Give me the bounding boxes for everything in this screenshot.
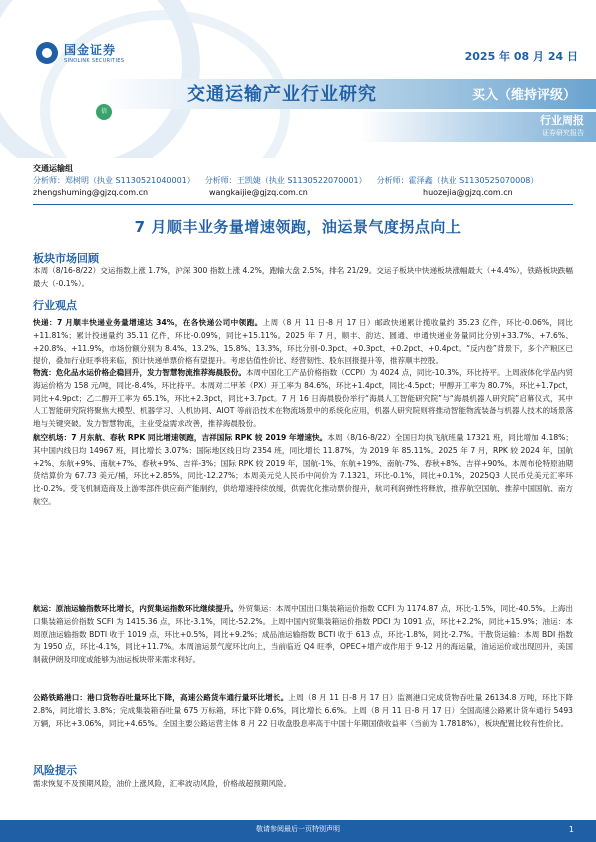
view-body: 本周（8/16-8/22）全国日均执飞航班量 17321 班，同比增加 4.18%；其中国内线日均 14967 班，同比增长 3.07%；国际地区线日均 2354 班，同比增长 11.87%，为 2019 年 85.11%。2025 年 7 月，RPK 较 2024 年，国航+2%、东航+9%、南航+7%、春秋+9%、吉祥-3%；国际 RPK 较 2019 年，国航-1%、东航+19%、南航-7%、春秋+8%、吉祥+90%。本周布伦特原油期货结算价为 67.73 美元/桶，环比+2.85%，同比-12.27%；本周美元兑人民币中间价为 7.1321，环比-0.1%，同比+0.1%，2025Q3 人民币兑美元汇率环比-0.2%。受飞机制造商及上游零部件供应商产能制约，供给增速持续放缓，供需优化推动票价提升，航司利润弹性将释放，推荐航空国航、推荐中国国航、南方航空。 [33, 433, 573, 506]
view-paragraph-aviation [33, 432, 573, 509]
section-title-views: 行业观点 [33, 299, 77, 312]
report-subtype: 证券研究报告 [542, 129, 584, 137]
page-number: 1 [568, 825, 574, 834]
header-band [0, 0, 596, 158]
report-type: 行业周报 [540, 114, 584, 127]
view-paragraph-express [33, 317, 573, 368]
view-lead: 快递：7 月顺丰快递业务量增速达 34%，在各快递公司中领跑。 [33, 318, 263, 327]
company-logo [36, 41, 124, 64]
analyst-email[interactable]: zhengshuming@gjzq.com.cn [33, 188, 149, 197]
section-title-risk: 风险提示 [33, 764, 77, 777]
view-lead: 物流：危化品水运价格企稳回升，发力智慧物流推荐海晨股份。 [33, 368, 246, 377]
analyst-name: 分析师：郑树明（执业 S1130521040001） [33, 176, 195, 185]
analyst-block [33, 163, 573, 199]
view-lead: 航运：原油运输指数环比增长，内贸集运指数环比继续提升。 [33, 604, 239, 613]
report-date: 2025 年 08 月 24 日 [464, 50, 578, 63]
section-title-market: 板块市场回顾 [33, 252, 99, 265]
view-paragraph-shipping [33, 603, 573, 667]
analyst-group: 交通运输组 [33, 164, 73, 173]
analyst-email[interactable]: huozejia@gjzq.com.cn [423, 188, 513, 197]
footer-disclaimer[interactable]: 敬请参阅最后一页特别声明 [256, 825, 340, 833]
headline: 7 月顺丰业务量增速领跑，油运景气度拐点向上 [134, 218, 462, 236]
risk-text: 需求恢复不及预期风险，油价上涨风险，汇率波动风险，价格战超预期风险。 [33, 779, 292, 788]
view-body: 本周中国化工产品价格指数（CCPI）为 4024 点，同比-10.3%，环比持平。上周液体化学品内贸海运价格为 158 元/吨，同比-8.4%，环比持平。本周对二甲苯（PX）开工率为 84.6%，环比+1.4pct，同比-4.5pct；甲醇开工率为 80.7%，环比+1.7pct，同比+4.9pct；乙二醇开工率为 65.1%，环比+2.3pct，同比+3.7pct。7 月 16 日海晨股份举行“海晨人工智能研究院”与“海晨机器人研究院”启幕仪式，其中人工智能研究院将聚焦大模型、机器学习、人机协同、AIOT 等前沿技术在物流场景中的系统化应用，机器人研究院则将推动智能物流装备与机器人技术的场景落地与关键突破。发力智慧物流，主业受益需求改善，推荐海晨股份。 [33, 368, 574, 429]
analyst-name: 分析师：霍泽鑫（执业 S1130525070008） [376, 176, 539, 185]
divider [33, 204, 573, 205]
view-body: 上周（8 月 11 日-8 月 17 日）邮政快递累计揽收量约 35.23 亿件，环比-0.06%，同比+11.81%；累计投递量约 35.11 亿件，环比-0.09%，同比+15.11%。2025 年 7 月，顺丰、韵达、圆通、申通快递业务量同比分别+33.7%、+7.6%、+20.8%、+11.9%，市场份额分别为 8.4%、13.2%、15.8%、13.3%，环比分别-0.3pct、+0.3pct、+0.2pct、+0.4pct。“反内卷”背景下，多个产粮区已提价，叠加行业旺季将来临，预计快递单票价格有望提升。考虑估值性价比、经营韧性、股东回报提升等，推荐顺丰控股。 [33, 318, 573, 366]
view-paragraph-road-rail-port [33, 692, 573, 730]
logo-cn: 国金证券 [64, 43, 117, 57]
view-paragraph-logistics [33, 367, 573, 431]
logo-en: SINOLINK SECURITIES [64, 58, 125, 64]
view-lead: 公路铁路港口：港口货物吞吐量环比下降，高速公路货车通行量环比增长。 [33, 693, 289, 702]
view-body: 外贸集运：本周中国出口集装箱运价指数 CCFI 为 1174.87 点，环比-1.5%，同比-40.5%。上海出口集装箱运价指数 SCFI 为 1415.36 点，环比-3.1%，同比-52.2%。上周中国内贸集装箱运价指数 PDCI 为 1091 点，环比+2.2%，同比+15.9%；油运：本周原油运输指数 BDTI 收于 1019 点，环比+0.5%，同比+9.2%；成品油运输指数 BCTI 收于 613 点，环比-1.8%，同比-2.7%。干散货运输：本周 BDI 指数为 1950 点，环比-4.1%，同比+11.7%。本周油运景气度环比向上，当前临近 Q4 旺季，OPEC+增产或作用于 9-12 月的海运量，油运运价或出现回升，美国制裁伊朗及印度或能够为油运板块带来需求利好。 [33, 604, 574, 665]
report-title: 交通运输产业行业研究 [187, 84, 377, 105]
analyst-email[interactable]: wangkaijie@gjzq.com.cn [209, 188, 308, 197]
badge-icon: 信 [96, 104, 112, 120]
market-review-text: 本周（8/16-8/22）交运指数上涨 1.7%，沪深 300 指数上涨 4.2%，跑输大盘 2.5%，排名 21/29。交运子板块中快递板块涨幅最大（+4.4%），铁路板块跌幅最大（-0.1%）。 [33, 266, 573, 288]
view-lead: 航空机场：7 月东航、春秋 RPK 同比增速领跑，吉祥国际 RPK 较 2019 年增速快。 [33, 433, 328, 442]
rating: 买入（维持评级） [471, 88, 576, 103]
logo-icon [36, 42, 58, 64]
view-body: 上周（8 月 11 日-8 月 17 日）监测港口完成货物吞吐量 26134.8 万吨，环比下降 2.8%，同比增长 3.8%；完成集装箱吞吐量 675 万标箱，环比下降 0.6%，同比增长 6.6%。上周（8 月 11 日-8 月 17 日）全国高速公路累计货车通行 5493 万辆，环比+3.06%，同比+4.65%。全国主要公路运营主体 8 月 22 日收盘股息率高于中国十年期国债收益率（当前为 1.7818%），板块配置比较有性价比。 [33, 693, 573, 728]
analyst-name: 分析师：王凯婕（执业 S1130522070001） [204, 176, 367, 185]
